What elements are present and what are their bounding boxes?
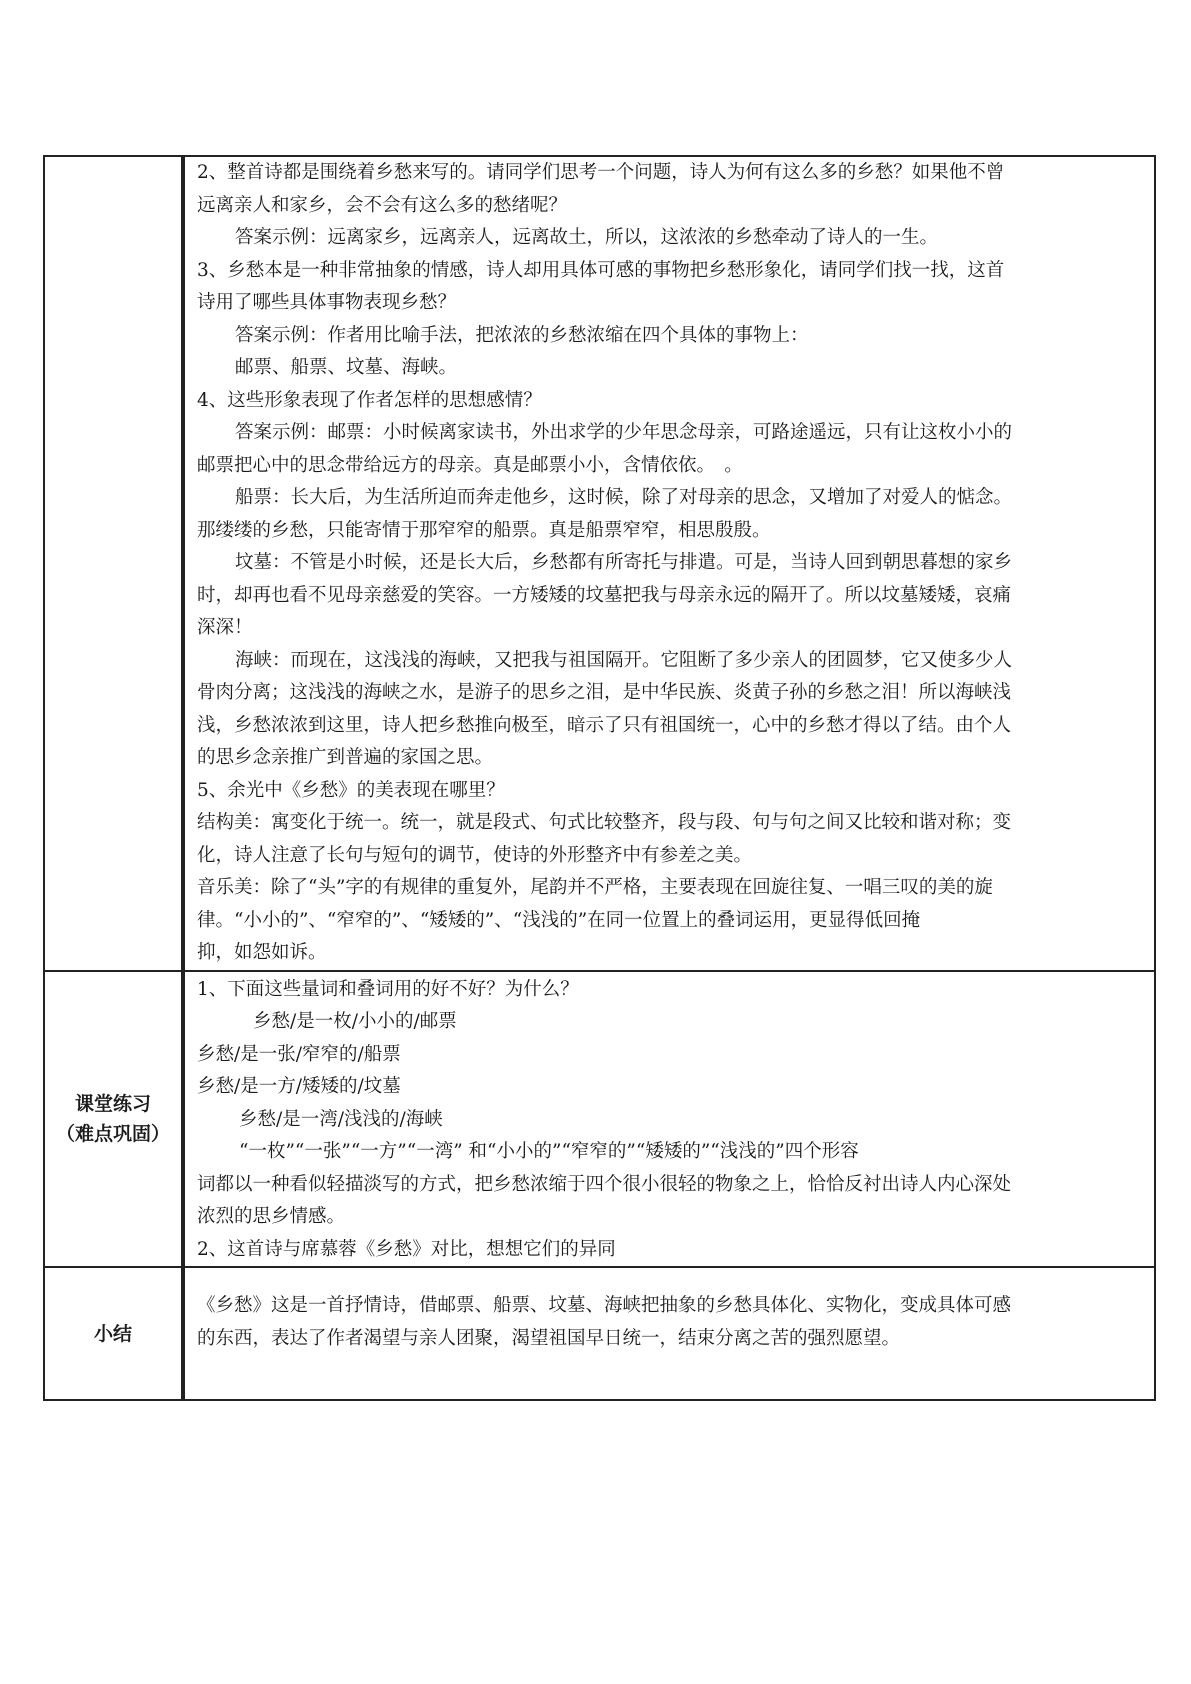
structure-beauty-line-1: 结构美：寓变化于统一。统一，就是段式、句式比较整齐，段与段、句与句之间又比较和谐对称；变 <box>197 812 1012 833</box>
answer-4-ticket-line-1: 船票：长大后，为生活所迫而奔走他乡，这时候，除了对母亲的思念，又增加了对爱人的惦念。 <box>235 487 1013 508</box>
discussion-content <box>183 156 1155 971</box>
answer-2: 答案示例：远离家乡，远离亲人，远离故土，所以，这浓浓的乡愁牵动了诗人的一生。 <box>235 227 939 248</box>
answer-4-grave-line-1: 坟墓：不管是小时候，还是长大后，乡愁都有所寄托与排遣。可是，当诗人回到朝思暮想的家乡 <box>235 552 1013 573</box>
answer-4-strait-line-2: 骨肉分离；这浅浅的海峡之水，是游子的思乡之泪，是中华民族、炎黄子孙的乡愁之泪！所以海峡浅 <box>197 682 1012 703</box>
practice-label-subtitle: （难点巩固） <box>55 1122 170 1145</box>
question-2-line-2: 远离亲人和家乡，会不会有这么多的愁绪呢？ <box>197 194 568 216</box>
summary-label: 小结 <box>93 1322 132 1345</box>
poem-line-ticket: 乡愁/是一张/窄窄的/船票 <box>197 1043 401 1065</box>
table-row-summary <box>44 1267 1155 1400</box>
question-5: 5、余光中《乡愁》的美表现在哪里？ <box>197 779 505 801</box>
answer-3: 答案示例：作者用比喻手法，把浓浓的乡愁浓缩在四个具体的事物上： <box>235 324 809 346</box>
summary-content <box>183 1267 1155 1400</box>
structure-beauty-line-2: 化，诗人注意了长句与短句的调节，使诗的外形整齐中有参差之美。 <box>197 844 753 866</box>
practice-answer-line-2: 词都以一种看似轻描淡写的方式，把乡愁浓缩于四个很小很轻的物象之上，恰恰反衬出诗人内心深处 <box>197 1173 1012 1195</box>
answer-4-strait-line-1: 海峡：而现在，这浅浅的海峡，又把我与祖国隔开。它阻断了多少亲人的团圆梦，它又使多少人 <box>235 649 1013 671</box>
poem-line-strait: 乡愁/是一湾/浅浅的/海峡 <box>239 1108 443 1130</box>
practice-content <box>183 971 1155 1268</box>
practice-label-title: 课堂练习 <box>74 1092 151 1115</box>
answer-4-strait-line-4: 的思乡念亲推广到普遍的家国之思。 <box>197 747 494 768</box>
row-label-practice <box>44 971 183 1268</box>
question-3-line-2: 诗用了哪些具体事物表现乡愁？ <box>197 292 457 313</box>
summary-text <box>197 1268 1144 1397</box>
practice-answer-line-3: 浓烈的思乡情感。 <box>197 1206 346 1227</box>
practice-question-1: 1、下面这些量词和叠词用的好不好？为什么？ <box>197 978 579 1000</box>
music-beauty-line-1: 音乐美：除了“头”字的有规律的重复外，尾韵并不严格，主要表现在回旋往复、一唱三叹的美的旋 <box>197 877 993 898</box>
answer-4-ticket-line-2: 那缕缕的乡愁，只能寄情于那窄窄的船票。真是船票窄窄，相思殷殷。 <box>197 519 771 541</box>
table-row-practice <box>44 971 1155 1268</box>
question-2-line-1: 2、整首诗都是围绕着乡愁来写的。请同学们思考一个问题，诗人为何有这么多的乡愁？如果他不曾 <box>197 162 1005 183</box>
question-4: 4、这些形象表现了作者怎样的思想感情？ <box>197 389 542 411</box>
music-beauty-line-2: 律。“小小的”、“窄窄的”、“矮矮的”、“浅浅的”在同一位置上的叠词运用，更显得低回掩 <box>197 909 921 931</box>
table-row-discussion <box>44 156 1155 971</box>
summary-line-2: 的东西，表达了作者渴望与亲人团聚，渴望祖国早日统一，结束分离之苦的强烈愿望。 <box>197 1327 901 1349</box>
answer-4-grave-line-2: 时，却再也看不见母亲慈爱的笑容。一方矮矮的坟墓把我与母亲永远的隔开了。所以坟墓矮矮，哀痛 <box>197 584 1012 606</box>
answer-4-strait-line-3: 浅，乡愁浓浓到这里，诗人把乡愁推向极至，暗示了只有祖国统一，心中的乡愁才得以了结。由个人 <box>197 714 1012 736</box>
answer-4-stamp-line-1: 答案示例：邮票：小时候离家读书，外出求学的少年思念母亲，可路途遥远，只有让这枚小小的 <box>235 422 1013 443</box>
practice-answer-line-1: “一枚”“一张”“一方”“一湾” 和“小小的”“窄窄的”“矮矮的”“浅浅的”四个形容 <box>239 1141 859 1162</box>
lesson-plan-table <box>43 155 1156 1401</box>
answer-3-items: 邮票、船票、坟墓、海峡。 <box>235 357 458 378</box>
row-label-summary <box>44 1267 183 1400</box>
music-beauty-line-3: 抑，如怨如诉。 <box>197 942 327 963</box>
summary-line-1: 《乡愁》这是一首抒情诗，借邮票、船票、坟墓、海峡把抽象的乡愁具体化、实物化，变成具体可感 <box>197 1295 1012 1316</box>
answer-4-grave-line-3: 深深！ <box>197 617 253 638</box>
poem-line-grave: 乡愁/是一方/矮矮的/坟墓 <box>197 1076 401 1097</box>
practice-question-2: 2、这首诗与席慕蓉《乡愁》对比，想想它们的异同 <box>197 1238 616 1260</box>
answer-4-stamp-line-2: 邮票把心中的思念带给远方的母亲。真是邮票小小，含情依依。 。 <box>197 454 743 476</box>
question-3-line-1: 3、乡愁本是一种非常抽象的情感，诗人却用具体可感的事物把乡愁形象化，请同学们找一找，这首 <box>197 259 1005 281</box>
row-label-empty <box>44 156 183 971</box>
poem-line-stamp: 乡愁/是一枚/小小的/邮票 <box>253 1011 457 1032</box>
